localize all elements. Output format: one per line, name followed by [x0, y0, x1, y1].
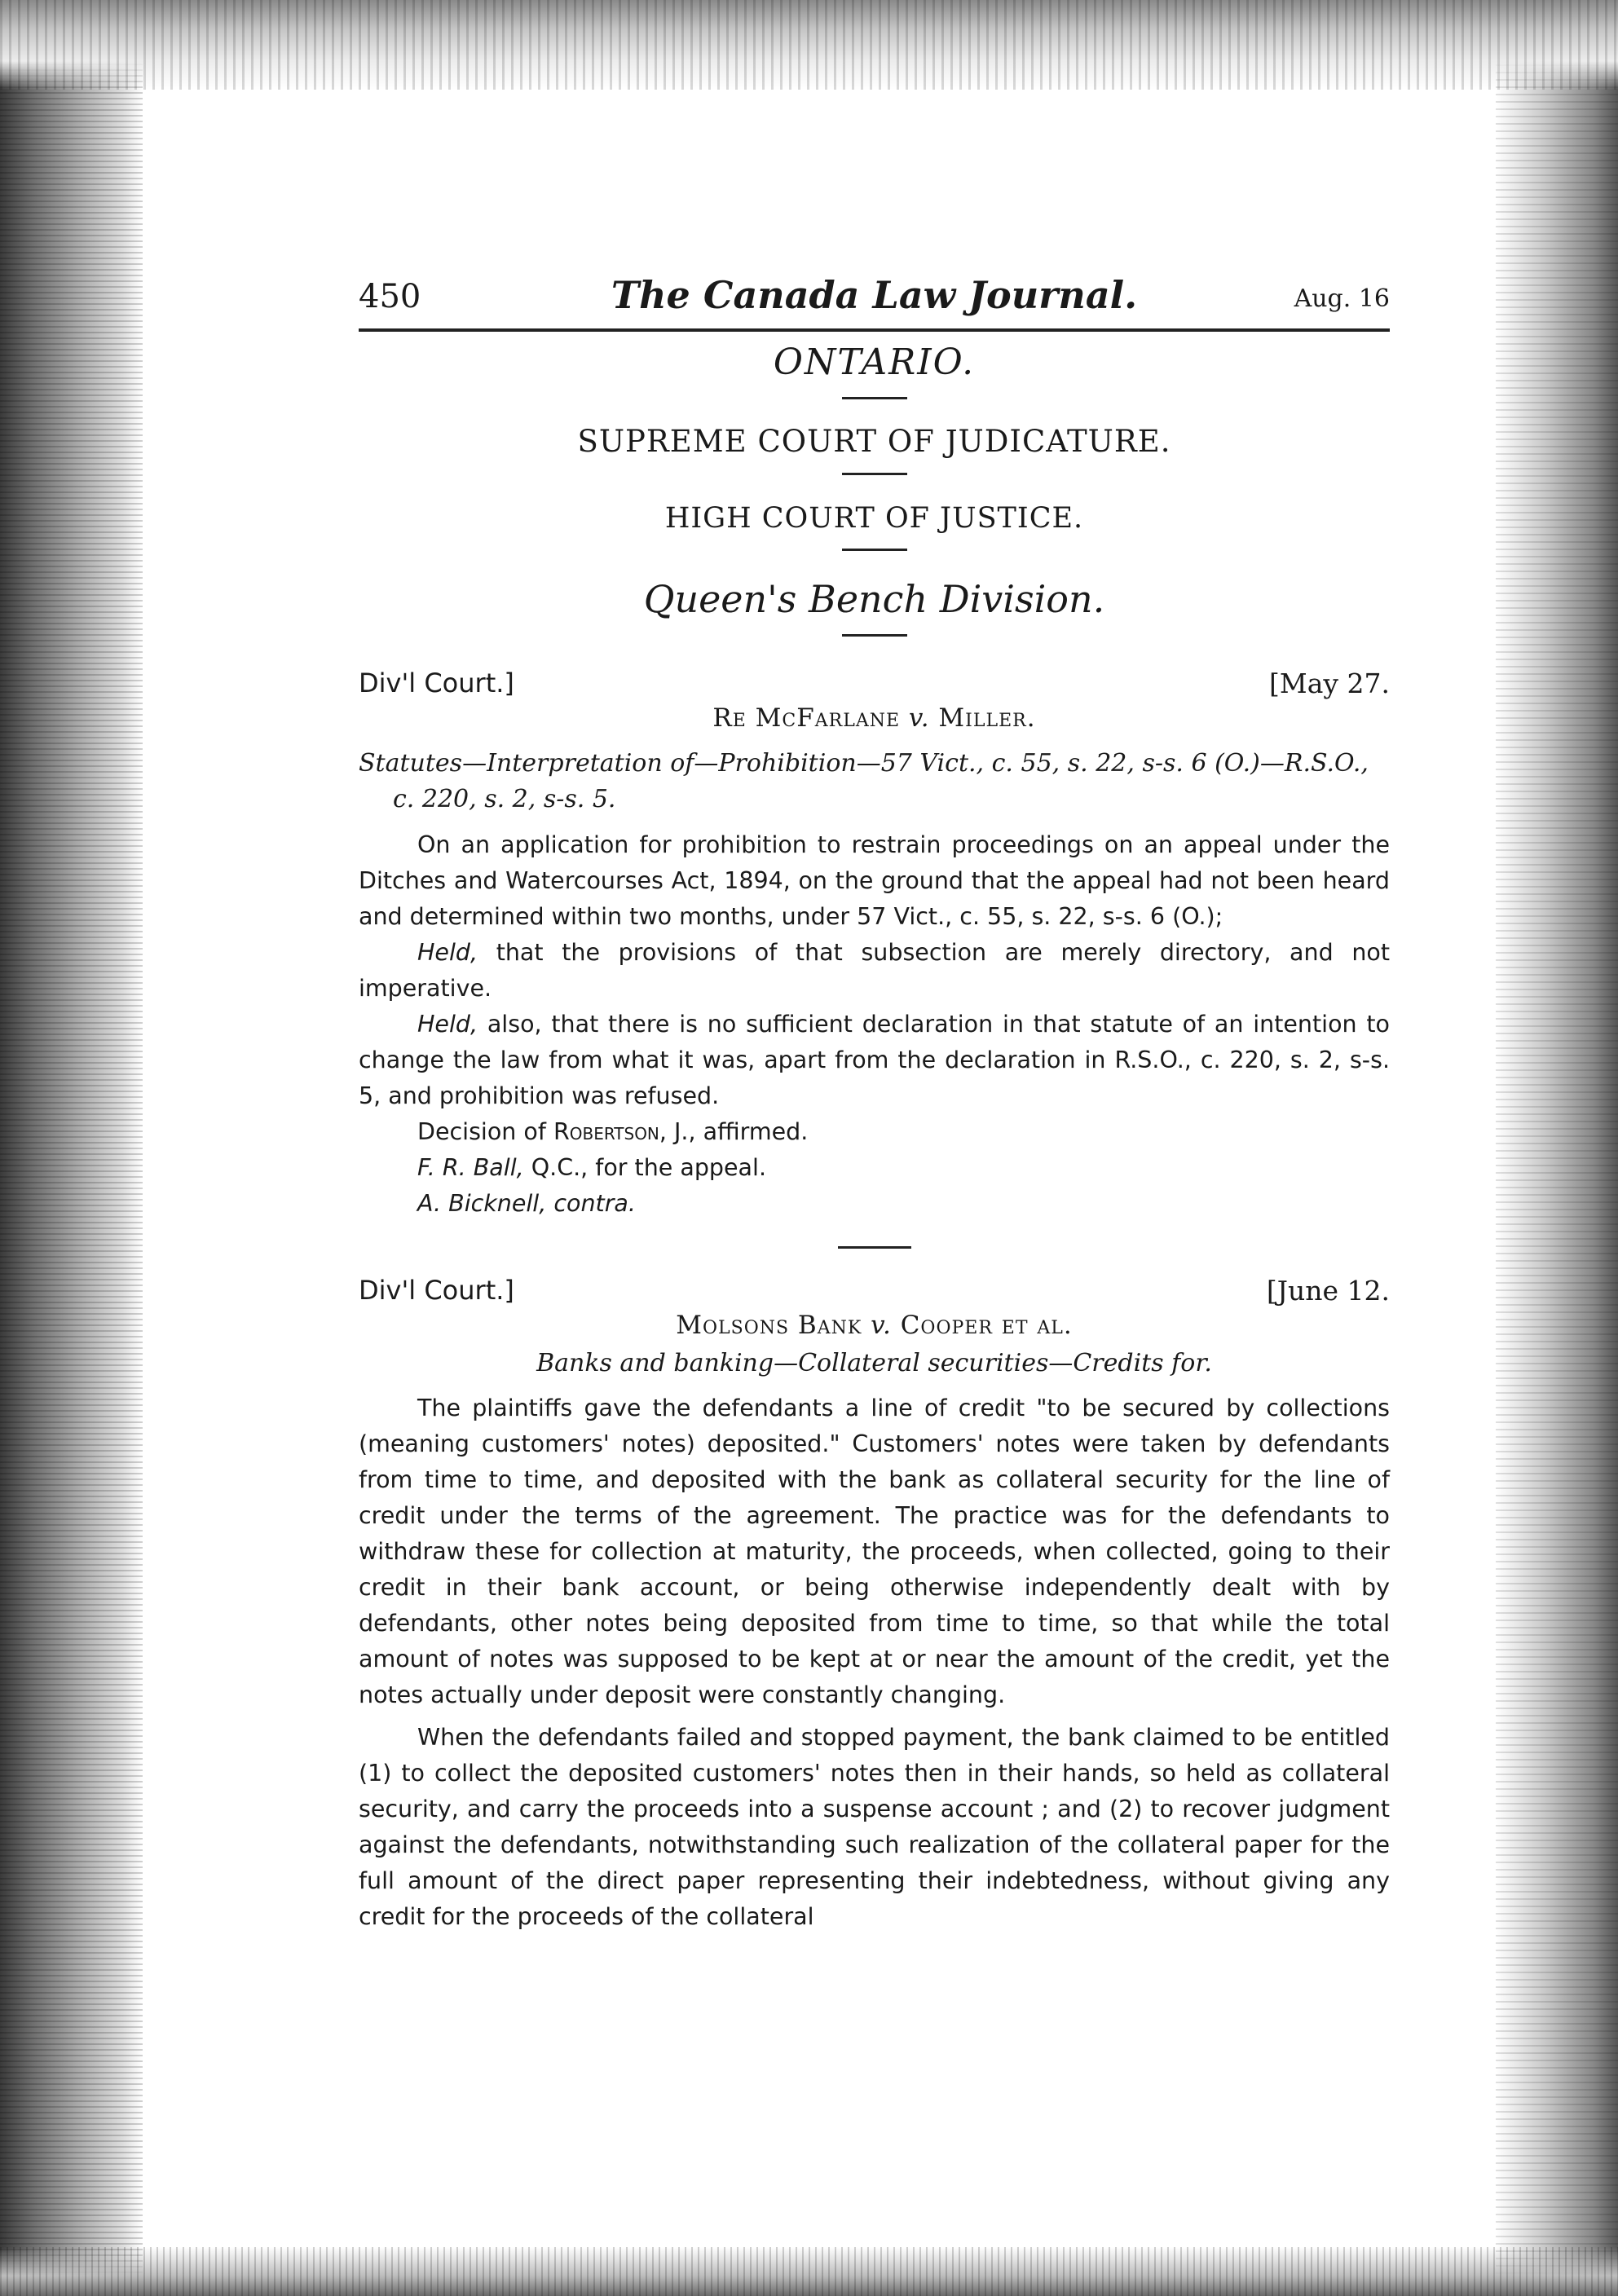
case-1-counsel-contra — [359, 1186, 1390, 1222]
province-heading: ONTARIO. — [773, 342, 976, 383]
divider — [842, 473, 907, 475]
journal-page — [359, 273, 1390, 1935]
case-2-title-versus: v. — [871, 1311, 892, 1340]
case-1-date: [May 27. — [1269, 668, 1390, 699]
case-1-held-also — [359, 1007, 1390, 1114]
high-court-heading: HIGH COURT OF JUSTICE. — [664, 502, 1084, 535]
case-1-paragraph: On an application for prohibition to restrain proceedings on an appeal under the Ditches and Watercourses Act, 1894, on the ground that the appeal had not been heard and determined within two months, under 57 Vict., c. 55, s. 22, s-s. 6 (O.); — [359, 831, 1390, 930]
case-2-paragraph-1: The plaintiffs gave the defendants a line of credit "to be secured by collections (meaning customers' notes) deposited." Customers' notes were taken by defendants from time to time, and deposited with the bank as collateral security for the line of credit under the terms of the agreement. The practice was for the defendants to withdraw these for collection at maturity, the proceeds, when collected, going to their credit in their bank account, or being otherwise independently dealt with by defendants, other notes being deposited from time to time, so that while the total amount of notes was supposed to be kept at or near the amount of the credit, yet the notes actually under deposit were constantly changing. — [359, 1395, 1390, 1708]
case-1-title-versus: v. — [908, 703, 930, 733]
scan-shadow-left — [0, 0, 143, 2296]
divider — [842, 549, 907, 551]
case-2-title-defendant: Cooper et al. — [891, 1311, 1073, 1340]
division-heading: Queen's Bench Division. — [643, 577, 1105, 621]
held-text: that the provisions of that subsection are merely directory, and not imperative. — [359, 939, 1390, 1002]
divider — [842, 634, 907, 637]
counsel-name: A. Bicknell, — [417, 1190, 547, 1217]
case-1-header — [359, 668, 1390, 707]
case-1-court-label: Div'l Court.] — [359, 668, 514, 698]
issue-date: Aug. 16 — [1294, 284, 1390, 313]
scan-shadow-bottom — [0, 2247, 1618, 2296]
counsel-role: contra. — [553, 1190, 636, 1217]
case-2-header — [359, 1275, 1390, 1314]
case-1-title-plaintiff: Re McFarlane — [712, 703, 909, 733]
case-1-held — [359, 935, 1390, 1007]
case-2-court-label: Div'l Court.] — [359, 1275, 514, 1306]
case-1-title — [359, 702, 1390, 734]
case-1-counsel-appeal — [359, 1150, 1390, 1186]
running-head — [359, 273, 1390, 327]
case-2-title-plaintiff: Molsons Bank — [676, 1311, 871, 1340]
case-2-date: [June 12. — [1266, 1275, 1390, 1307]
decision-suffix: , J., affirmed. — [659, 1118, 809, 1145]
decision-prefix: Decision of — [417, 1118, 553, 1145]
scan-shadow-top — [0, 0, 1618, 90]
journal-title: The Canada Law Journal. — [611, 273, 1138, 317]
counsel-role: Q.C., for the appeal. — [523, 1154, 767, 1181]
case-1-body — [359, 827, 1390, 1114]
counsel-name: F. R. Ball, — [417, 1154, 524, 1181]
case-2-paragraph-2: When the defendants failed and stopped payment, the bank claimed to be entitled (1) to collect the deposited customers' notes then in their hands, so held as collateral security, and carry the proceeds into a suspense account ; and (2) to recover judgment against the defendants, notwithstanding such realization of the collateral paper for the full amount of the direct paper representing their indebtedness, without giving any credit for the proceeds of the collateral — [359, 1724, 1390, 1930]
case-2-body — [359, 1390, 1390, 1935]
header-rule — [359, 328, 1390, 332]
case-1-headnote: Statutes—Interpretation of—Prohibition—57 Vict., c. 55, s. 22, s-s. 6 (O.)—R.S.O., c. 220, s. 2, s-s. 5. — [359, 749, 1369, 813]
held-label: Held, — [417, 939, 478, 966]
scan-shadow-right — [1496, 0, 1618, 2296]
case-2-title — [359, 1309, 1390, 1342]
held-text: also, that there is no sufficient declaration in that statute of an intention to change the law from what it was, apart from the declaration in R.S.O., c. 220, s. 2, s-s. 5, and prohibition was refused. — [359, 1011, 1390, 1109]
held-label: Held, — [417, 1011, 478, 1038]
judge-name: Robertson — [553, 1118, 659, 1145]
case-1-decision — [359, 1114, 1390, 1150]
divider — [842, 397, 907, 399]
case-separator — [838, 1246, 911, 1249]
case-1-title-defendant: Miller. — [929, 703, 1036, 733]
case-2-subject: Banks and banking—Collateral securities—Credits for. — [536, 1349, 1212, 1377]
court-heading: SUPREME COURT OF JUDICATURE. — [577, 424, 1171, 459]
page-number: 450 — [359, 278, 421, 315]
